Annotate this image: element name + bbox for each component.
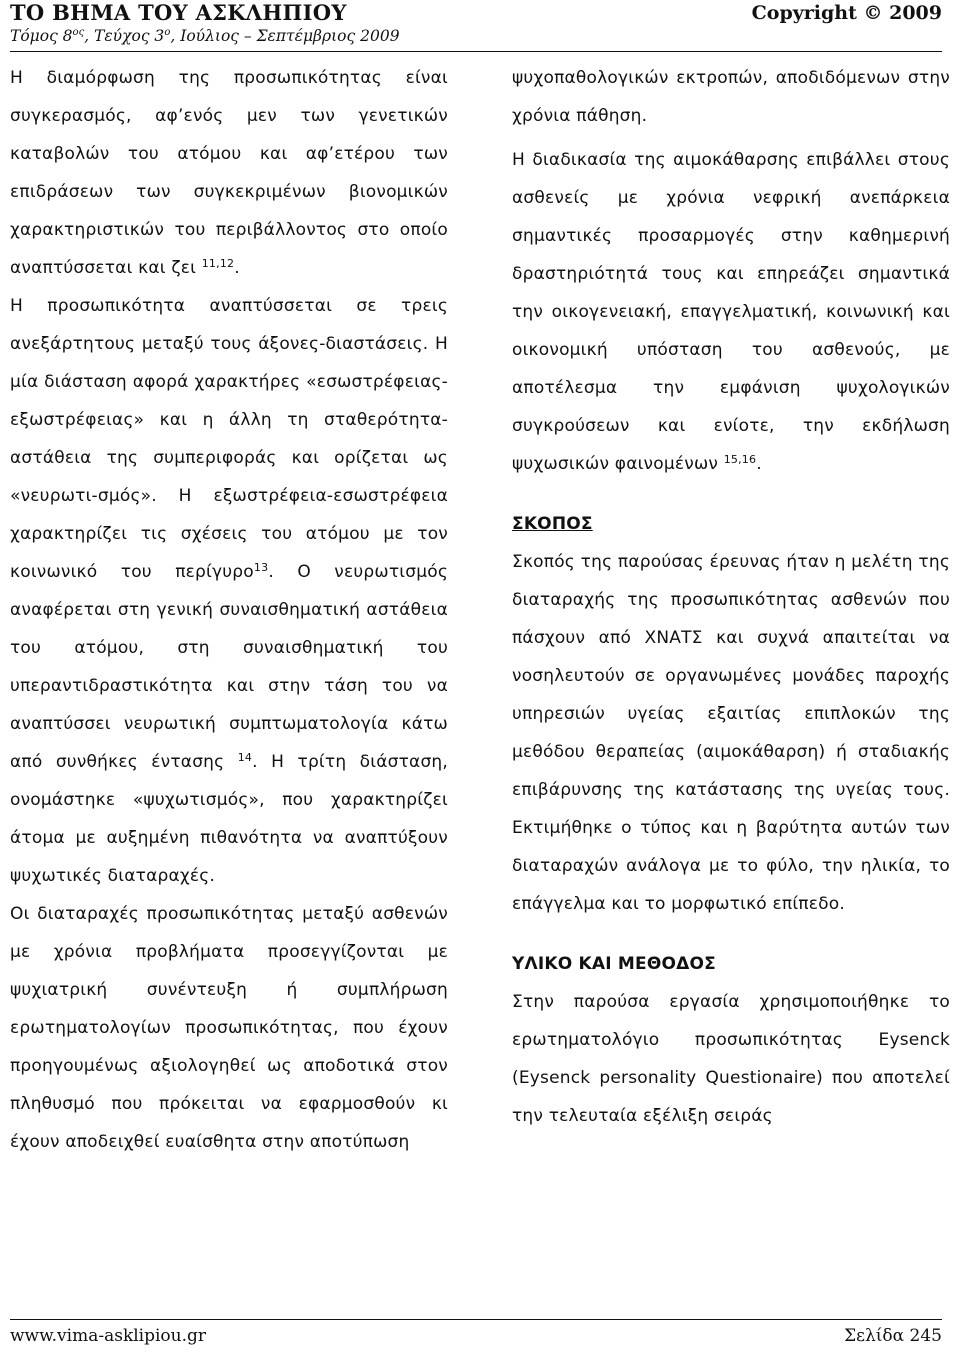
footer-page-number: Σελίδα 245 — [844, 1326, 942, 1346]
spacer — [512, 483, 950, 505]
paragraph-methods: Στην παρούσα εργασία χρησιμοποιήθηκε το ερωτηματολόγιο προσωπικότητας Eysenck (Eysenck personality Questionaire) που αποτελεί την τελευταία εξέλιξη σειράς — [512, 992, 950, 1126]
issue-period: , Ιούλιος – Σεπτέμβριος 2009 — [170, 27, 400, 46]
section-heading-methods: ΥΛΙΚΟ ΚΑΙ ΜΕΘΟΔΟΣ — [512, 954, 716, 974]
paragraph-text: Η προσωπικότητα αναπτύσσεται σε τρεις ανεξάρτητους μεταξύ τους άξονες-διαστάσεις. Η μία διάσταση αφορά χαρακτήρες «εσωστρέφειας-εξωστρέφειας» και η άλλη τη σταθερότητα-αστάθεια της συμπεριφοράς και ορίζεται ως «νευρωτι-σμός». Η εξωστρέφεια-εσωστρέφεια χαρακτηρίζει τις σχέσεις του ατόμου με τον κοινωνικό του περίγυρο — [10, 296, 448, 582]
paragraph-personality-dimensions — [10, 287, 448, 895]
paragraph-hemodialysis — [512, 141, 950, 483]
issue-volume: Τόμος 8 — [10, 27, 73, 46]
paragraph-text: Η διαμόρφωση της προσωπικότητας είναι συγκερασμός, αφ’ενός μεν των γενετικών καταβολών του ατόμου και αφ’ετέρου των επιδράσεων των συγκεκριμένων βιονομικών χαρακτηριστικών του περιβάλλοντος στο οποίο αναπτύσσεται και ζει — [10, 68, 448, 278]
footer-divider — [10, 1319, 942, 1320]
paragraph-text: . Η τρίτη διάσταση, ονομάστηκε «ψυχωτισμός», που χαρακτηρίζει άτομα με αυξημένη πιθανότητα να αναπτύξουν ψυχωτικές διαταραχές. — [10, 752, 449, 886]
section-heading-aim: ΣΚΟΠΟΣ — [512, 514, 593, 534]
citation-ref: 11,12 — [201, 257, 235, 270]
citation-ref: 15,16 — [723, 453, 757, 466]
copyright-notice: Copyright © 2009 — [751, 2, 942, 24]
paragraph-text: . Ο νευρωτισμός αναφέρεται στη γενική συναισθηματική αστάθεια του ατόμου, στη συναισθηματική του υπεραντιδραστικότητα και στην τάση του να αναπτύσσει νευρωτική συμπτωματολογία κάτω από συνθήκες έντασης — [10, 562, 448, 772]
citation-ref: 13 — [253, 561, 269, 574]
page-header — [10, 0, 942, 52]
footer-website-url: www.vima-asklipiou.gr — [10, 1326, 207, 1346]
paragraph-personality-disorders: Οι διαταραχές προσωπικότητας μεταξύ ασθενών με χρόνια προβλήματα προσεγγίζονται με ψυχιατρική συνέντευξη ή συμπλήρωση ερωτηματολογίων προσωπικότητας, που έχουν προηγουμένως αξιολογηθεί ως αποδοτικά στον πληθυσμό που πρόκειται να εφαρμοσθούν κι έχουν αποδειχθεί ευαίσθητα στην αποτύπωση — [10, 904, 448, 1152]
left-column — [10, 59, 448, 1161]
paragraph-end: . — [756, 454, 762, 474]
citation-ref: 14 — [237, 751, 253, 764]
paragraph-end: . — [234, 258, 240, 278]
paragraph-personality-formation — [10, 59, 448, 287]
issue-volume-suffix: ος — [72, 27, 85, 38]
journal-issue — [10, 27, 400, 45]
spacer — [512, 923, 950, 945]
right-column — [512, 59, 950, 1135]
header-divider — [10, 51, 942, 52]
journal-title: ΤΟ ΒΗΜΑ ΤΟΥ ΑΣΚΛΗΠΙΟΥ — [10, 0, 347, 25]
issue-number: , Τεύχος 3 — [84, 27, 165, 46]
paragraph-aim: Σκοπός της παρούσας έρευνας ήταν η μελέτη της διαταραχής της προσωπικότητας ασθενών που πάσχουν από ΧΝΑΤΣ και συχνά απαιτείται να νοσηλευτούν σε οργανωμένες μονάδες παροχής υπηρεσιών υγείας εξαιτίας επιπλοκών της μεθόδου θεραπείας (αιμοκάθαρση) ή σταδιακής επιβάρυνσης της κατάστασης της υγείας τους. Εκτιμήθηκε ο τύπος και η βαρύτητα αυτών των διαταραχών ανάλογα με το φύλο, την ηλικία, το επάγγελμα και το μορφωτικό επίπεδο. — [512, 552, 950, 914]
paragraph-continuation: ψυχοπαθολογικών εκτροπών, αποδιδόμενων στην χρόνια πάθηση. — [512, 68, 950, 126]
issue-number-suffix: ο — [164, 27, 171, 38]
paragraph-text: Η διαδικασία της αιμοκάθαρσης επιβάλλει στους ασθενείς με χρόνια νεφρική ανεπάρκεια σημαντικές προσαρμογές στην καθημερινή δραστηριότητά τους και επηρεάζει σημαντικά την οικογενειακή, επαγγελματική, κοινωνική και οικονομική υπόσταση του ασθενούς, με αποτέλεσμα την εμφάνιση ψυχολογικών συγκρούσεων και ενίοτε, την εκδήλωση ψυχωσικών φαινομένων — [512, 150, 950, 474]
